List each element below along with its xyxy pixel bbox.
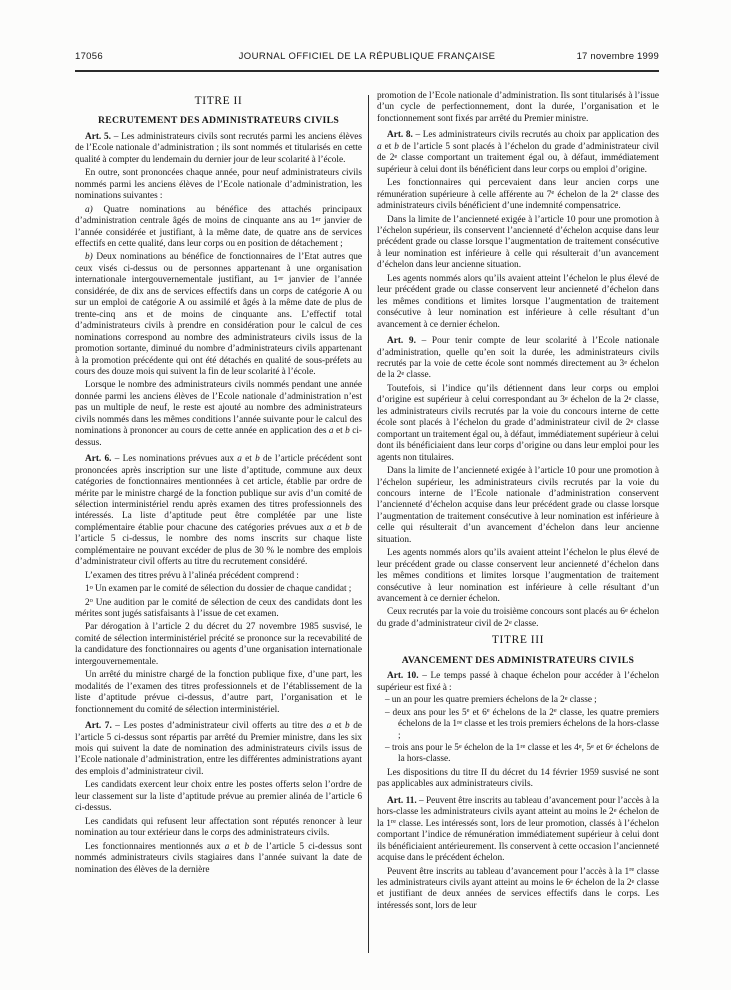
paragraph: Les candidats exercent leur choix entre les postes offerts selon l’ordre de leur classement sur la liste d’aptitude prévue au premier alinéa de l’article 6 ci-dessus. bbox=[75, 780, 362, 814]
paragraph: Art. 11. – Peuvent être inscrits au tableau d’avancement pour l’accès à la hors-classe les administrateurs civils ayant atteint au moins le 2e échelon de la 1re classe. Les intéressés sont, lors de leur promotion, classés à l’échelon comportant l’indice de rémunération immédiatement supérieur à celui dont ils bénéficiaient antérieurement. Ils conservent à cette occasion l’ancienneté acquise dans le précédent échelon. bbox=[377, 795, 659, 864]
paragraph: L’examen des titres prévu à l’alinéa précédent comprend : bbox=[85, 570, 299, 581]
paragraph: promotion de l’Ecole nationale d’administration. Ils sont titularisés à l’issue d’un cycle de perfectionnement, dont la durée, l’organisation et le fonctionnement sont fixés par arrêté du Premier ministre. bbox=[377, 91, 659, 124]
paragraph: Dans la limite de l’ancienneté exigée à l’article 10 pour une promotion à l’échelon supérieur, les administrateurs civils recrutés par la voie du concours interne de l’Ecole nationale d’administration conservent l’ancienneté d’échelon acquise dans leur précédent grade ou classe lorsque l’augmentation de traitement consécutive à leur nomination est inférieure à celle qui résulterait d’un avancement d’échelon dans leur ancienne situation. bbox=[377, 466, 659, 545]
paragraph: a) Quatre nominations au bénéfice des attachés principaux d’administration centrale âgés de moins de cinquante ans au 1er janvier de l’année considérée et justifiant, à la même date, de quatre ans de services effectifs en cette qualité, dans leur corps ou en position de détachement ; bbox=[75, 204, 362, 249]
section-heading: AVANCEMENT DES ADMINISTRATEURS CIVILS bbox=[401, 654, 635, 666]
paragraph: Art. 10. – Le temps passé à chaque échelon pour accéder à l’échelon supérieur est fixé à : bbox=[377, 671, 659, 693]
paragraph: Toutefois, si l’indice qu’ils détiennent dans leur corps ou emploi d’origine est supérieur à celui correspondant au 3e échelon de la 2e classe, les administrateurs civils recrutés par la voie du concours interne de cette école sont placés à l’échelon du grade d’administrateur civil de 2e classe comportant un traitement égal ou, à défaut, immédiatement supérieur à celui dont ils bénéficiaient dans leur corps d’origine ou dans leur emploi pour les agents non titulaires. bbox=[377, 383, 659, 463]
paragraph: Les agents nommés alors qu’ils avaient atteint l’échelon le plus élevé de leur précédent grade ou classe conservent leur ancienneté d’échelon dans les mêmes conditions et limites lorsque l’augmentation de traitement consécutive à leur nomination est inférieure à celle résultant d’un avancement à ce dernier échelon. bbox=[377, 273, 659, 330]
list-item: – deux ans pour les 5e et 6e échelons de la 2e classe, les quatre premiers échelons de la 1re classe et les trois premiers échelons de la hors-classe ; bbox=[385, 707, 659, 741]
issue-date: 17 novembre 1999 bbox=[576, 51, 659, 62]
paragraph: Les fonctionnaires qui percevaient dans leur ancien corps une rémunération supérieure à celle afférente au 7e échelon de la 2e classe des administrateurs civils bénéficient d’une indemnité compensatrice. bbox=[377, 178, 659, 212]
paragraph: Dans la limite de l’ancienneté exigée à l’article 10 pour une promotion à l’échelon supérieur, ils conservent l’ancienneté d’échelon acquise dans leur précédent grade ou classe lorsque l’augmentation de traitement consécutive à leur nomination est inférieure à celle qui résulterait d’un avancement d’échelon dans leur ancienne situation. bbox=[377, 214, 659, 271]
section-title: TITRE II bbox=[194, 95, 243, 107]
paragraph: Un arrêté du ministre chargé de la fonction publique fixe, d’une part, les modalités de l’examen des titres professionnels et de l’établissement de la liste d’aptitude prévue ci-dessus, d’autre part, l’organisation et le fonctionnement du comité de sélection interministériel. bbox=[75, 670, 362, 715]
column-divider bbox=[368, 95, 369, 953]
journal-title: JOURNAL OFFICIEL DE LA RÉPUBLIQUE FRANÇAISE bbox=[238, 51, 496, 62]
paragraph: Les fonctionnaires mentionnés aux a et b de l’article 5 ci-dessus sont nommés administrateurs civils stagiaires dans l’année suivant la date de nomination des élèves de la dernière bbox=[75, 841, 362, 875]
header-rule bbox=[75, 70, 659, 72]
paragraph: Ceux recrutés par la voie du troisième concours sont placés au 6e échelon du grade d’administrateur civil de 2e classe. bbox=[377, 607, 659, 629]
paragraph: Par dérogation à l’article 2 du décret du 27 novembre 1985 susvisé, le comité de sélection interministériel précité se prononce sur la recevabilité de la candidature des fonctionnaires ou agents d’une organisation internationale intergouvernementale. bbox=[75, 622, 362, 667]
paragraph: Lorsque le nombre des administrateurs civils nommés pendant une année donnée parmi les anciens élèves de l’Ecole nationale d’administration n’est pas un multiple de neuf, le reste est ajouté au nombre des administrateurs civils nommés dans les mêmes conditions l’année suivante pour le calcul des nominations à prononcer au cours de cette année en application des a et b ci-dessus. bbox=[75, 380, 362, 448]
section-heading: RECRUTEMENT DES ADMINISTRATEURS CIVILS bbox=[97, 115, 340, 127]
paragraph: Art. 6. – Les nominations prévues aux a et b de l’article précédent sont prononcées après inscription sur une liste d’aptitude, commune aux deux catégories de fonctionnaires mentionnées à cet article, établie par ordre de mérite par le ministre chargé de la fonction publique sur avis d’un comité de sélection interministériel rendu après examen des titres professionnels des intéressés. La liste d’aptitude peut être complétée par une liste complémentaire établie pour chacune des catégories prévues aux a et b de l’article 5 ci-dessus, le nombre des noms inscrits sur chaque liste complémentaire ne pouvant excéder de plus de 30 % le nombre des emplois d’administrateur civil offerts au titre du recrutement considéré. bbox=[75, 454, 362, 568]
section-title: TITRE III bbox=[491, 634, 545, 647]
paragraph: Les dispositions du titre II du décret du 14 février 1959 susvisé ne sont pas applicables aux administrateurs civils. bbox=[377, 767, 659, 790]
paragraph: b) Deux nominations au bénéfice de fonctionnaires de l’Etat autres que ceux visés ci-dessus ou de personnes appartenant à une organisation internationale intergouvernementale justifiant, au 1er janvier de l’année considérée, de dix ans de services effectifs dans un corps de catégorie A ou sur un emploi de catégorie A ou assimilé et âgés à la même date de plus de trente-cinq ans et de moins de cinquante ans. L’effectif total d’administrateurs civils à prendre en considération pour le calcul de ces nominations correspond au nombre des administrateurs civils issus de la promotion sortante, diminué du nombre d’administrateurs civils appartenant à la promotion précédente qui ont été détachés en qualité de sous-préfets au cours des douze mois qui suivent la fin de leur scolarité à l’école. bbox=[75, 252, 362, 377]
paragraph: Art. 5. – Les administrateurs civils sont recrutés parmi les anciens élèves de l’Ecole nationale d’administration ; ils sont nommés et titularisés en cette qualité à compter du lendemain du dernier jour de leur scolarité à l’école. bbox=[75, 131, 362, 165]
paragraph: Art. 7. – Les postes d’administrateur civil offerts au titre des a et b de l’article 5 ci-dessus sont répartis par arrêté du Premier ministre, dans les six mois qui suivent la date de nomination des administrateurs civils issus de l’Ecole nationale d’administration, entre les différentes administrations ayant des emplois d’administrateur civil. bbox=[75, 721, 362, 777]
list-item: – trois ans pour le 5e échelon de la 1re classe et les 4e, 5e et 6e échelons de la hors-classe. bbox=[385, 742, 659, 765]
paragraph: Les agents nommés alors qu’ils avaient atteint l’échelon le plus élevé de leur précédent grade ou classe conservent leur ancienneté d’échelon dans les mêmes conditions et limites lorsque l’augmentation de traitement consécutive à leur nomination est inférieure à celle résultant d’un avancement à ce dernier échelon. bbox=[377, 548, 659, 605]
page-header bbox=[75, 50, 659, 64]
paragraph: Les candidats qui refusent leur affectation sont réputés renoncer à leur nomination au tour extérieur dans le corps des administrateurs civils. bbox=[75, 816, 362, 839]
paragraph: Art. 9. – Pour tenir compte de leur scolarité à l’Ecole nationale d’administration, quelle qu’en soit la durée, les administrateurs civils recrutés par la voie de cette école sont nommés directement au 3e échelon de la 2e classe. bbox=[377, 336, 659, 381]
right-column bbox=[377, 91, 659, 957]
list-item: – un an pour les quatre premiers échelons de la 2e classe ; bbox=[385, 694, 597, 706]
paragraph: 2$^o$ Une audition par le comité de sélection de ceux des candidats dont les mérites sont jugés satisfaisants à l’issue de cet examen. bbox=[75, 597, 362, 620]
paragraph: Art. 8. – Les administrateurs civils recrutés au choix par application des a et b de l’article 5 sont placés à l’échelon du grade d’administrateur civil de 2e classe comportant un traitement égal ou, à défaut, immédiatement supérieur à celui dont ils bénéficient dans leur corps ou emploi d’origine. bbox=[377, 130, 659, 175]
paragraph: En outre, sont prononcées chaque année, pour neuf administrateurs civils nommés parmi les anciens élèves de l’Ecole nationale d’administration, les nominations suivantes : bbox=[75, 168, 362, 202]
paragraph: Peuvent être inscrits au tableau d’avancement pour l’accès à la 1re classe les administrateurs civils ayant atteint au moins le 6e échelon de la 2e classe et justifiant de deux années de services effectifs dans le corps. Les intéressés sont, lors de leur bbox=[377, 866, 659, 911]
page-number: 17056 bbox=[75, 51, 103, 62]
left-column bbox=[75, 91, 362, 957]
paragraph: 1$^o$ Un examen par le comité de sélection du dossier de chaque candidat ; bbox=[85, 583, 352, 595]
